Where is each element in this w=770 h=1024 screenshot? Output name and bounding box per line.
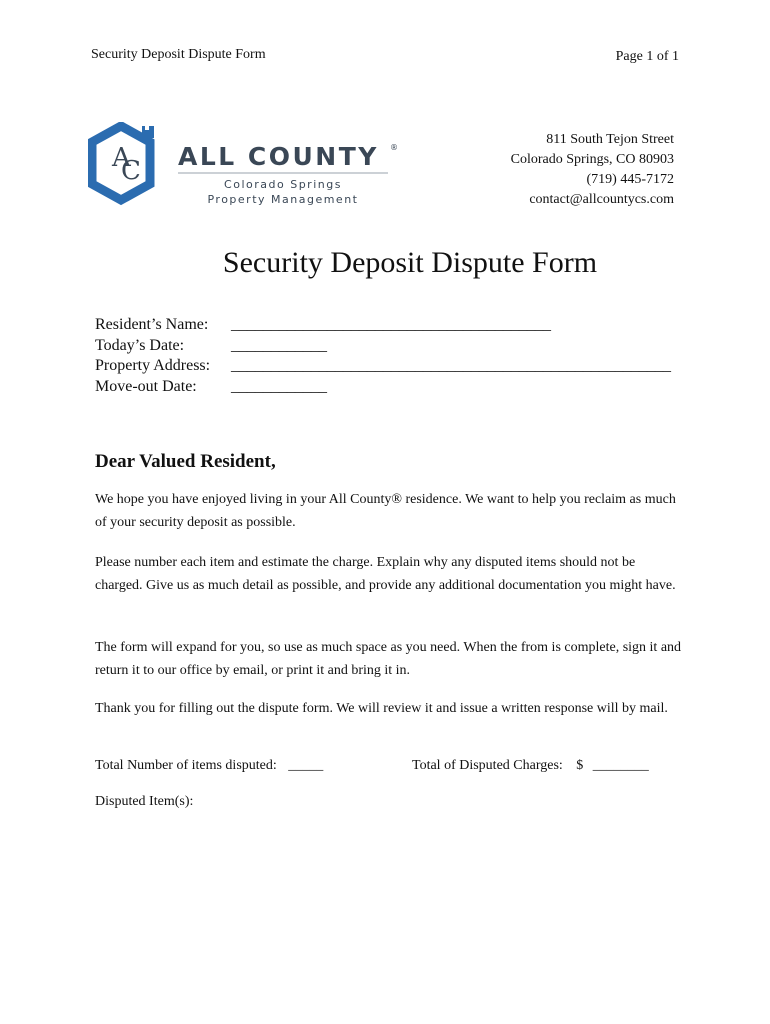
total-items-label: Total Number of items disputed: — [95, 758, 277, 773]
logo-mark — [88, 122, 398, 210]
logo-initial-a: A — [112, 143, 131, 173]
move-out-date-input[interactable]: ____________ — [231, 377, 327, 395]
form-title: Security Deposit Dispute Form — [222, 246, 598, 279]
office-address — [511, 130, 674, 210]
field-property-address — [95, 356, 671, 377]
instructions-paragraph: Please number each item and estimate the charge. Explain why any disputed items should not be charged. Give us as much detail as possible, and provide any additional documentation you might have. — [95, 555, 676, 593]
disputed-items-label: Disputed Item(s): — [95, 794, 194, 809]
logo-line-1: Colorado Springs — [224, 178, 342, 191]
intro-paragraph: We hope you have enjoyed living in your All County® residence. We want to help you reclaim as much of your security deposit as possible. — [95, 492, 676, 530]
header-document-title: Security Deposit Dispute Form — [91, 47, 266, 62]
svg-text:C: C — [121, 156, 141, 186]
address-email[interactable]: contact@allcountycs.com — [529, 192, 674, 207]
property-address-input[interactable]: _______________________________________________________ — [231, 357, 671, 374]
address-street: 811 South Tejon Street — [546, 132, 674, 147]
residents-name-input[interactable]: ________________________________________ — [231, 316, 551, 333]
field-todays-date — [95, 336, 671, 357]
total-items-field — [95, 758, 323, 774]
logo-registered: ® — [390, 143, 398, 152]
total-items-input[interactable]: _____ — [288, 758, 324, 773]
total-charges-label: Total of Disputed Charges: — [412, 758, 563, 773]
company-logo — [88, 122, 398, 210]
greeting: Dear Valued Resident, — [95, 451, 276, 472]
submission-paragraph: The form will expand for you, so use as much space as you need. When the from is complete, sign it and return it to our office by email, or print it and bring it in. — [95, 640, 682, 678]
address-city: Colorado Springs, CO 80903 — [510, 152, 674, 167]
resident-info-fields — [95, 315, 671, 397]
currency-symbol: $ — [576, 758, 584, 773]
page-number: Page 1 of 1 — [615, 49, 679, 64]
field-residents-name — [95, 315, 671, 336]
field-label: Today’s Date: — [95, 336, 185, 354]
logo-brand: ALL COUNTY — [178, 142, 379, 171]
field-label: Resident’s Name: — [95, 316, 209, 333]
address-phone: (719) 445-7172 — [586, 172, 674, 187]
todays-date-input[interactable]: ____________ — [231, 336, 327, 354]
logo-line-2: Property Management — [207, 193, 359, 206]
field-move-out-date — [95, 377, 671, 398]
total-charges-field — [412, 758, 649, 774]
total-charges-input[interactable]: ________ — [592, 758, 649, 773]
field-label: Property Address: — [95, 357, 211, 374]
field-label: Move-out Date: — [95, 377, 197, 395]
thank-you-paragraph: Thank you for filling out the dispute form. We will review it and issue a written response will by mail. — [95, 701, 668, 716]
